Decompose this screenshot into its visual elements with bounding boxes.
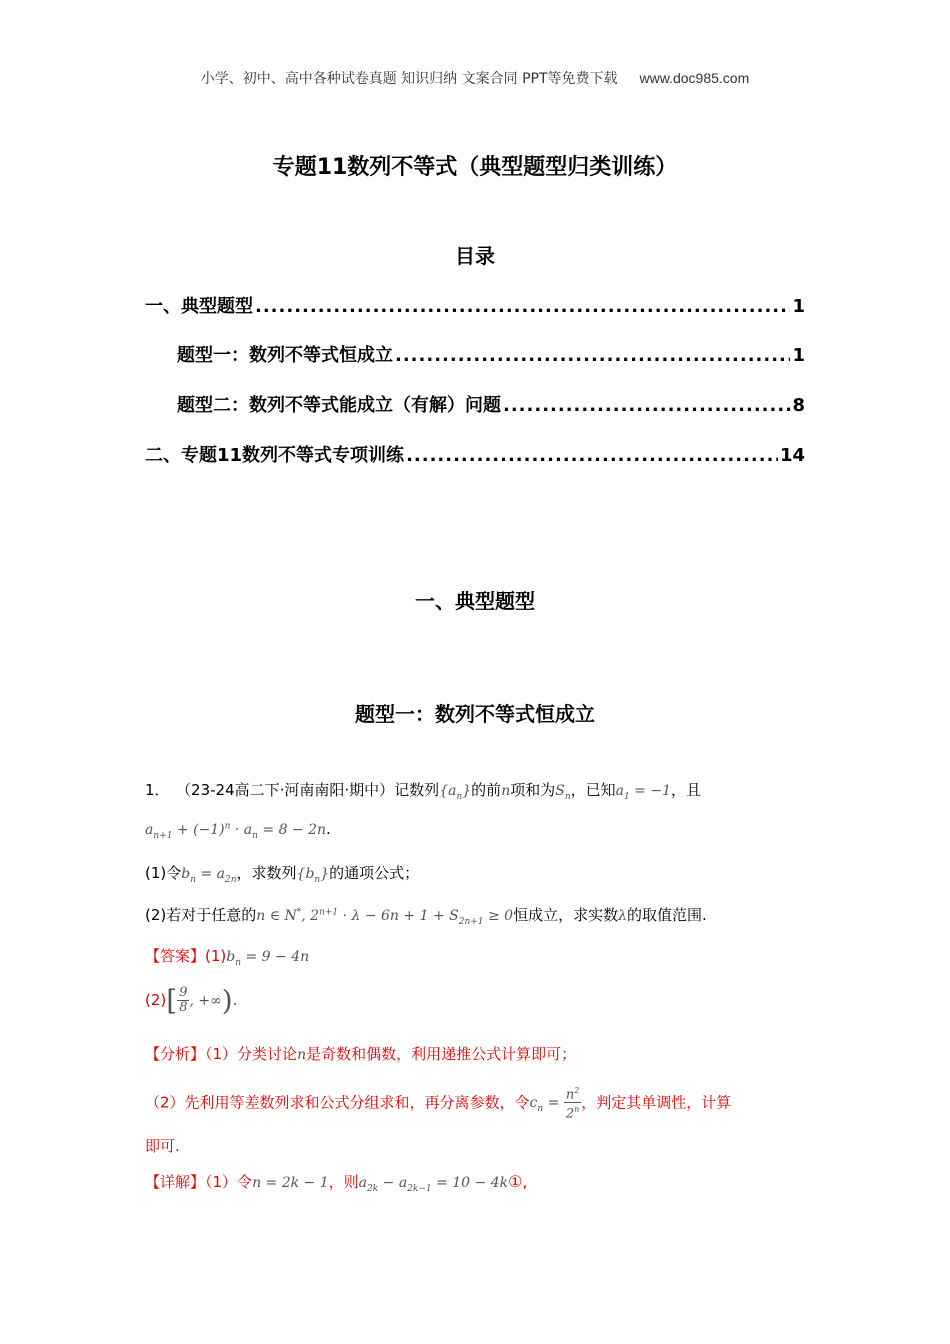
problem-text: (1)令 [145,864,182,882]
answer-label: 【答案】 [145,947,206,965]
answer-line-1 [145,945,309,968]
math-recurrence: $a_{n+1} + (-1)^n \cdot a_n = 8 - 2n$ [145,821,327,841]
page-header [0,68,950,88]
toc-item[interactable] [145,441,805,467]
toc-item-page: 14 [779,445,805,466]
math-cn: $c_n$ = [529,1095,564,1115]
problem-text: (2)若对于任意的 [145,906,257,924]
analysis-label: 【分析】 [145,1045,206,1063]
math-bracket-close: ) [221,984,233,1017]
toc-item[interactable] [177,341,805,367]
header-text: 小学、初中、高中各种试卷真题 知识归纳 文案合同 PPT等免费下载 [200,71,618,87]
subsection-heading: 题型一：数列不等式恒成立 [355,702,595,726]
header-site-link[interactable]: www.doc985.com [639,70,750,86]
analysis-text: 是奇数和偶数，利用递推公式计算即可； [306,1045,577,1063]
problem-statement [145,779,701,802]
math-fraction-9-8: $\frac{9}{8}$ [179,985,188,1015]
problem-recurrence [145,820,331,841]
analysis-text: （2）先利用等差数列求和公式分组求和，再分离参数，令 [145,1093,530,1112]
math-inequality: n ∈ N*, $2^{n+1} \cdot \lambda - 6n + 1 + S_{2n+1} \ge 0$ [256,907,514,927]
toc-leader [255,296,790,317]
math-seq-an: $\{a_n\}$ [439,783,472,802]
math-bn-def: $b_n = a_{2n}$ [181,866,237,885]
problem-text: 的通项公式； [329,864,420,882]
toc-item-label: 二、专题11数列不等式专项训练 [145,445,405,466]
problem-part-1 [145,862,419,885]
toc-item[interactable] [177,391,805,417]
math-sn: $S_n$ [555,783,571,802]
math-infinity: , +∞ [189,993,222,1009]
answer-line-2 [145,984,237,1017]
math-lambda: λ [618,908,627,924]
math-seq-bn: $\{b_n\}$ [296,866,330,885]
math-n: n [297,1047,307,1063]
analysis-line-3: 即可. [145,1137,180,1155]
section-heading: 一、典型题型 [415,589,535,613]
math-detail-eq: $a_{2k} - a_{2k-1} = 10 - 4k$ [358,1175,509,1194]
toc-item-page: 8 [792,395,805,416]
math-n-odd: n = 2k − 1 [252,1175,329,1191]
detail-text: , [522,1173,528,1191]
problem-text: 的取值范围. [626,906,707,924]
problem-text: ，且 [671,781,702,799]
math-bracket-open: [ [166,984,178,1017]
toc-leader [503,395,790,416]
detail-label: 【详解】 [145,1173,206,1191]
math-n: n [501,783,511,799]
toc-item-page: 1 [792,296,805,317]
problem-text: 恒成立，求实数 [513,906,619,924]
problem-text: ，求数列 [236,864,297,882]
toc-item-label: 题型一：数列不等式恒成立 [177,345,393,366]
document-title: 专题11数列不等式（典型题型归类训练） [272,155,678,180]
problem-text: 项和为 [510,781,556,799]
toc-heading: 目录 [455,244,495,268]
toc-leader [395,345,790,366]
problem-number: 1． [145,781,170,799]
answer-part-label: (1) [205,947,227,965]
problem-text: 的前 [471,781,502,799]
problem-text: . [326,820,331,838]
toc-item-label: 题型二：数列不等式能成立（有解）问题 [177,395,501,416]
analysis-text: ，判定其单调性，计算 [581,1093,732,1112]
toc-item-page: 1 [792,345,805,366]
problem-text: 记数列 [394,781,440,799]
answer-text: . [232,991,238,1009]
detail-text: （1）令 [205,1173,253,1191]
math-answer-bn: $b_n = 9 - 4n$ [226,949,310,968]
toc-item-label: 一、典型题型 [145,296,253,317]
analysis-text: （1）分类讨论 [205,1045,298,1063]
toc-item[interactable] [145,292,805,318]
math-fraction-n2-2n: $\frac{n^2}{2^n}$ [565,1086,580,1122]
math-a1: $a_1 = -1$ [615,783,672,802]
detail-text: ，则 [328,1173,359,1191]
toc-leader [406,445,778,466]
analysis-line-2 [145,1084,731,1122]
analysis-line-1 [145,1043,576,1064]
problem-part-2 [145,904,707,927]
circled-number: ① [508,1172,523,1191]
problem-text: ，已知 [570,781,616,799]
problem-source: （23-24高二下·河南南阳·期中） [183,781,395,799]
answer-part-label: (2) [145,991,167,1009]
detail-line-1 [145,1171,527,1194]
